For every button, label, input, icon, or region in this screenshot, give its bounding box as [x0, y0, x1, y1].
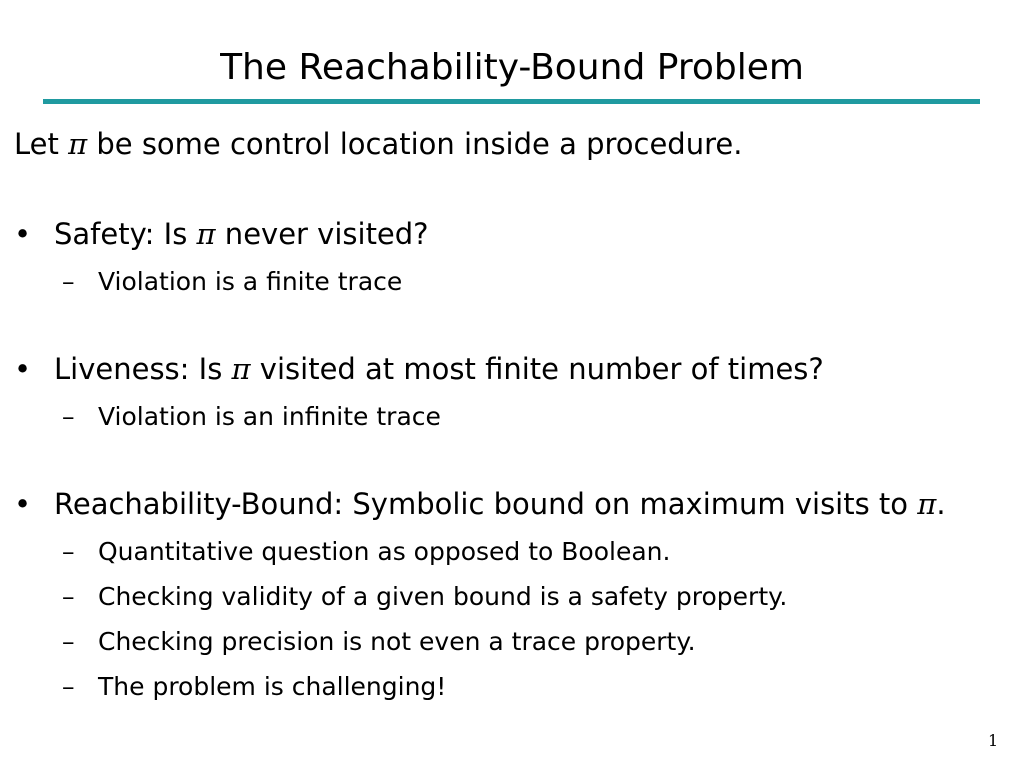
bullet-marker: • [14, 487, 32, 521]
bullet-text-before: Reachability-Bound: Symbolic bound on maximum visits to [54, 487, 918, 521]
page-number: 1 [988, 731, 999, 750]
intro-text-before: Let [14, 127, 69, 161]
pi-symbol: π [196, 217, 216, 251]
intro-line [14, 124, 742, 164]
sub-marker: – [62, 627, 75, 656]
bullet-text [54, 484, 946, 524]
title-underline [43, 99, 980, 104]
sub-item-text: The problem is challenging! [98, 672, 447, 701]
sub-marker: – [62, 537, 75, 566]
bullet-text-after: visited at most finite number of times? [250, 352, 824, 386]
sub-marker: – [62, 582, 75, 611]
pi-symbol: π [917, 487, 937, 521]
bullet-text-before: Liveness: Is [54, 352, 232, 386]
sub-item-text: Checking validity of a given bound is a safety property. [98, 582, 788, 611]
bullet-text [54, 214, 429, 254]
sub-marker: – [62, 267, 75, 296]
sub-marker: – [62, 672, 75, 701]
bullet-text-after: . [936, 487, 946, 521]
sub-item-text: Violation is an infinite trace [98, 402, 441, 431]
bullet-marker: • [14, 352, 32, 386]
sub-marker: – [62, 402, 75, 431]
bullet-text-after: never visited? [215, 217, 429, 251]
slide-title: The Reachability-Bound Problem [220, 47, 804, 88]
intro-text-after: be some control location inside a procedure. [87, 127, 743, 161]
sub-item-text: Checking precision is not even a trace property. [98, 627, 696, 656]
bullet-text [54, 349, 824, 389]
sub-item-text: Violation is a finite trace [98, 267, 403, 296]
sub-item-text: Quantitative question as opposed to Boolean. [98, 537, 671, 566]
bullet-text-before: Safety: Is [54, 217, 197, 251]
bullet-marker: • [14, 217, 32, 251]
pi-symbol: π [231, 352, 251, 386]
pi-symbol: π [68, 127, 88, 161]
